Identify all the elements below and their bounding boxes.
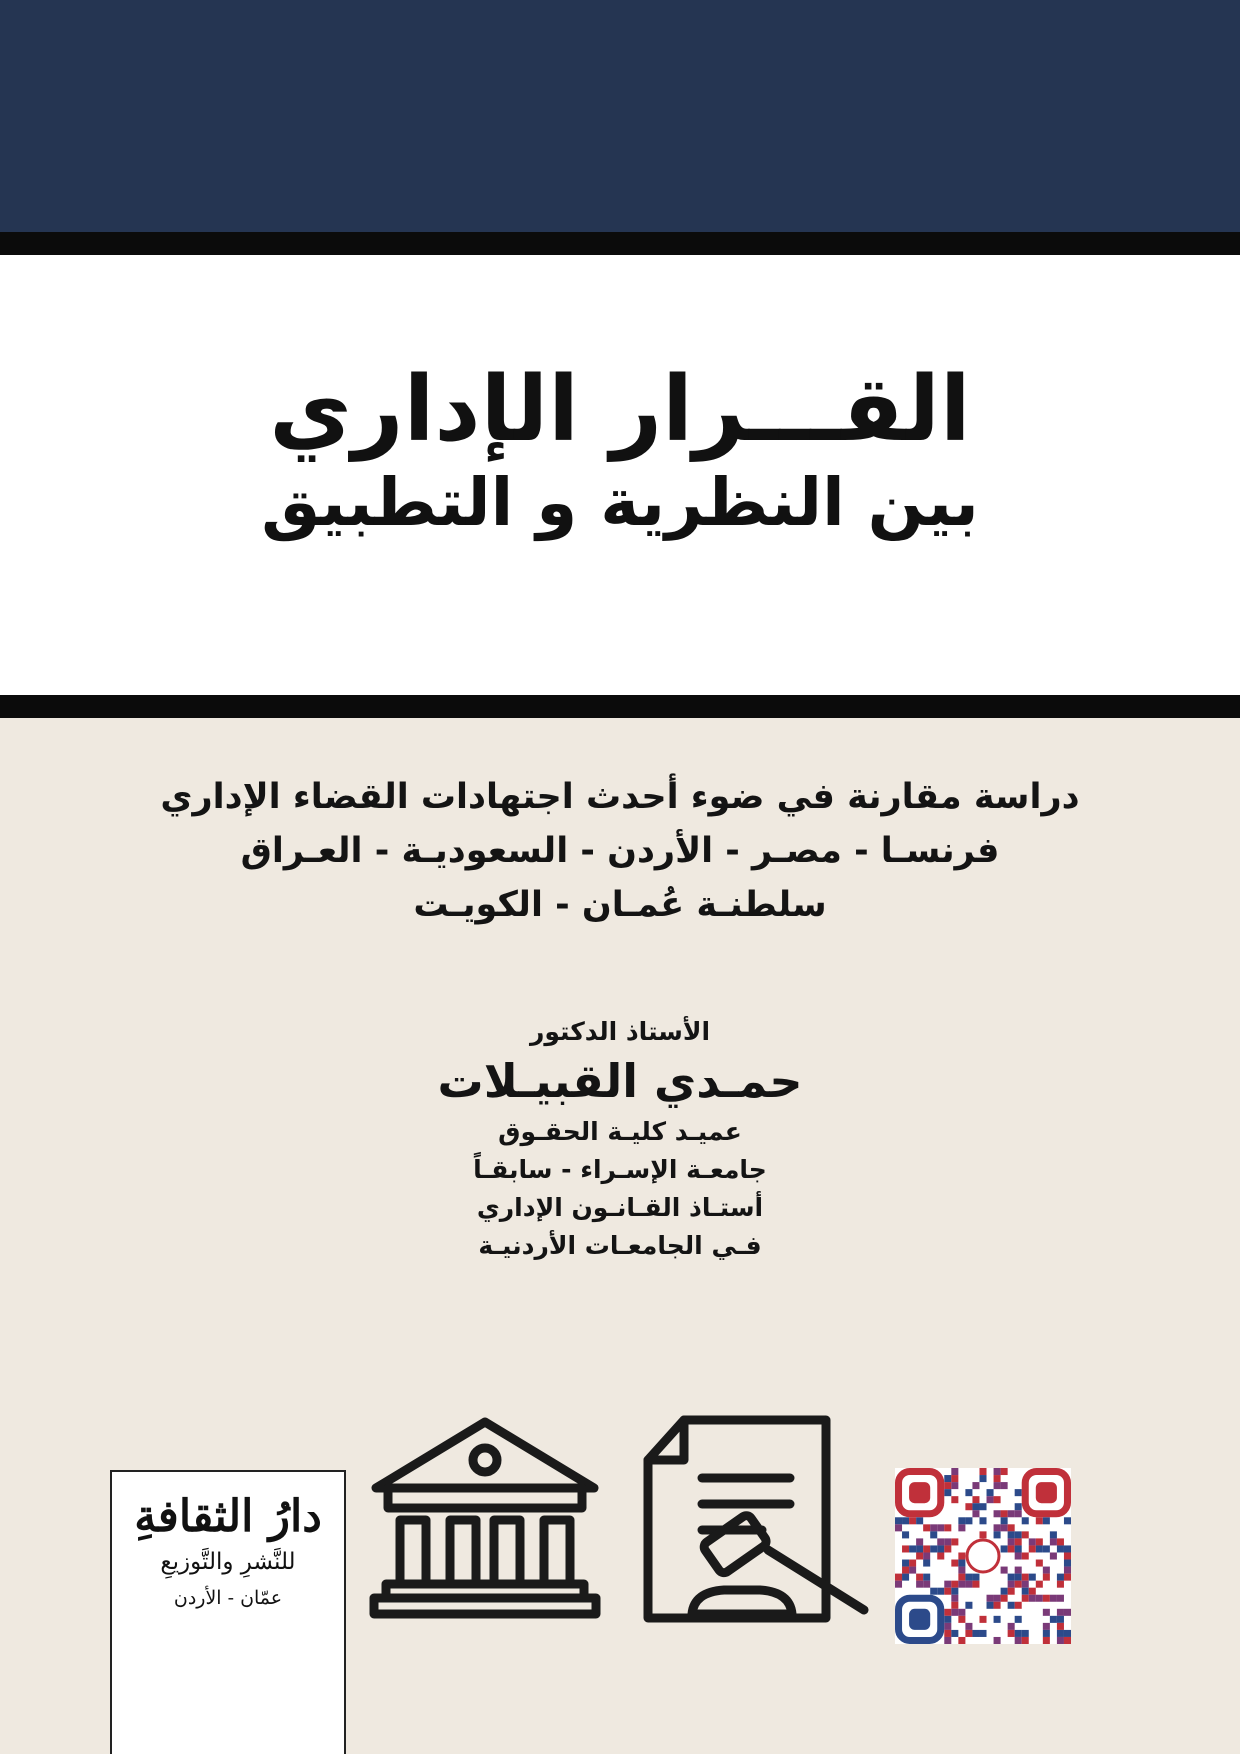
description-line: فرنسـا - مصـر - الأردن - السعوديـة - العـراق — [240, 831, 1000, 871]
publisher-name: دارُ الثقافةِ — [134, 1491, 322, 1542]
author-credential: أستـاذ القـانـون الإداري — [476, 1193, 764, 1222]
author-block — [0, 1015, 1240, 1265]
author-credential: عميـد كليـة الحقـوق — [498, 1117, 742, 1146]
author-name: حمـدي القبيـلات — [437, 1054, 803, 1108]
publisher-subtitle: للنَّشرِ والتَّوزيعِ — [160, 1548, 296, 1575]
top-color-band — [0, 0, 1240, 232]
publisher-location: عمّان - الأردن — [173, 1586, 283, 1609]
author-credential: جامعـة الإسـراء - سابقـاً — [473, 1155, 767, 1184]
description-line: دراسة مقارنة في ضوء أحدث اجتهادات القضاء الإداري — [160, 777, 1080, 817]
publisher-logo — [110, 1470, 346, 1754]
court-building-icon — [368, 1414, 602, 1620]
bottom-divider-bar — [0, 695, 1240, 718]
author-rank: الأستاذ الدكتور — [529, 1017, 711, 1046]
top-divider-bar — [0, 232, 1240, 255]
title-block — [0, 357, 1240, 541]
book-title: القـــرار الإداري — [269, 357, 971, 462]
document-gavel-icon — [642, 1414, 872, 1624]
description — [90, 770, 1150, 932]
description-line: سلطنـة عُمـان - الكويـت — [413, 885, 827, 925]
book-subtitle: بين النظرية و التطبيق — [261, 464, 979, 541]
author-credential: فـي الجامعـات الأردنيـة — [478, 1231, 762, 1260]
qr-code-icon — [895, 1468, 1071, 1644]
